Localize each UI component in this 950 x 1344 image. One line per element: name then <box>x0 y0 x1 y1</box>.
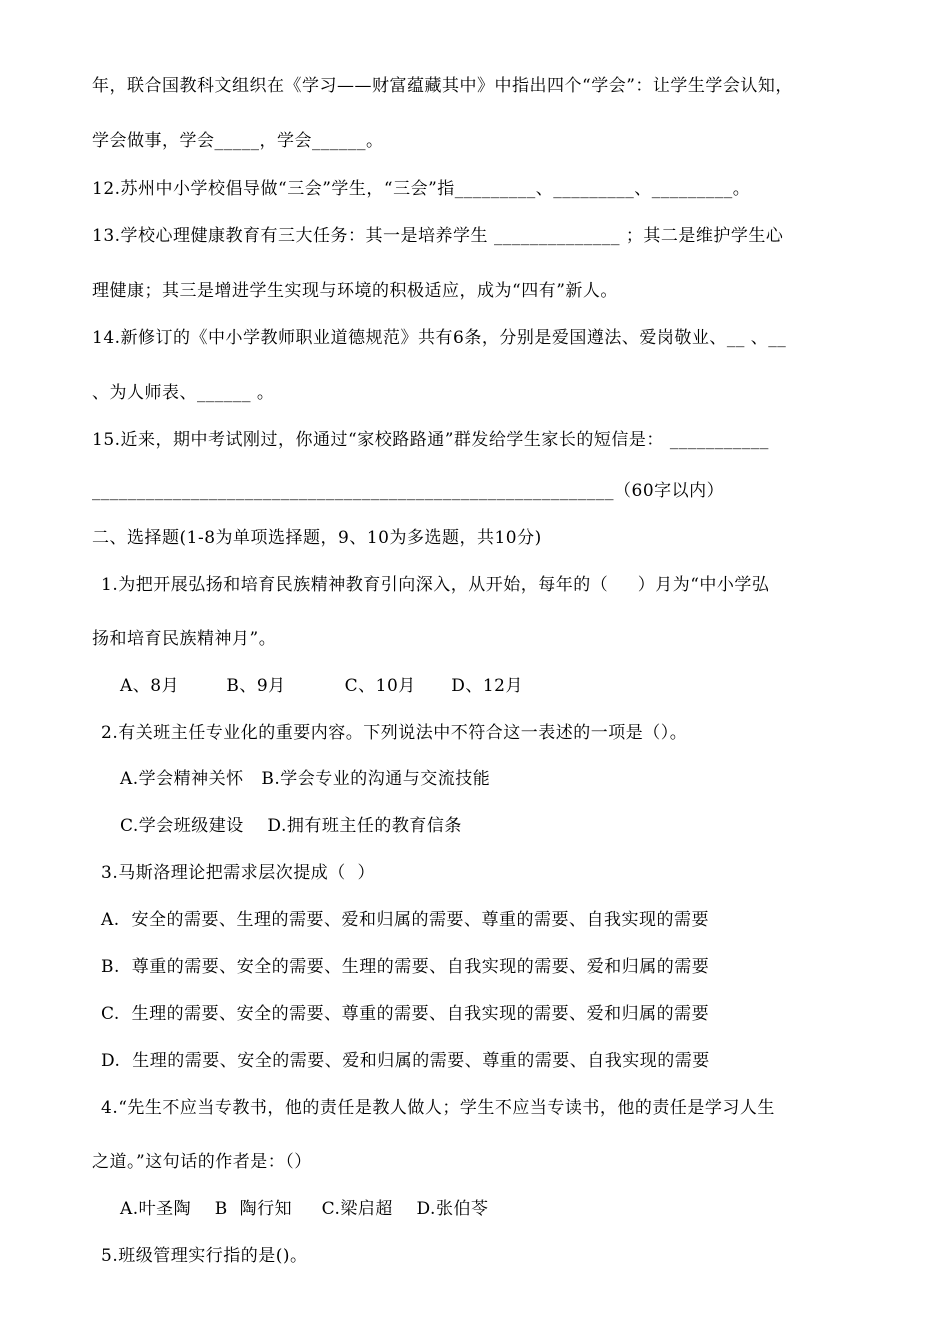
q15-text-line2: __________________________________________________________（60字以内） <box>92 481 725 501</box>
q15-text-line1: 15.近来，期中考试刚过，你通过“家校路路通”群发给学生家长的短信是： ___________ <box>92 430 769 450</box>
q12-text: 12.苏州中小学校倡导做“三会”学生，“三会”指_________、_________、_________。 <box>92 179 751 199</box>
mc3-option-c: C. 生理的需要、安全的需要、尊重的需要、自我实现的需要、爱和归属的需要 <box>101 1004 710 1024</box>
mc1-options: A、8月 B、9月 C、10月 D、12月 <box>120 676 523 696</box>
mc2-question: 2.有关班主任专业化的重要内容。下列说法中不符合这一表述的一项是（）。 <box>101 723 688 743</box>
q11-text-line2: 学会做事，学会_____，学会______。 <box>92 131 384 151</box>
mc3-option-a: A. 安全的需要、生理的需要、爱和归属的需要、尊重的需要、自我实现的需要 <box>101 910 709 930</box>
q14-text-line2: 、为人师表、______ 。 <box>92 383 275 403</box>
mc2-options-cd: C.学会班级建设 D.拥有班主任的教育信条 <box>120 816 462 836</box>
q11-text-line1: 年，联合国教科文组织在《学习——财富蕴藏其中》中指出四个“学会”：让学生学会认知， <box>92 76 793 96</box>
mc4-question-line2: 之道。”这句话的作者是：（） <box>92 1152 312 1172</box>
mc1-question-line2: 扬和培育民族精神月”。 <box>92 629 277 649</box>
mc4-options: A.叶圣陶 B 陶行知 C.梁启超 D.张伯苓 <box>120 1199 489 1219</box>
mc4-question-line1: 4.“先生不应当专教书，他的责任是教人做人；学生不应当专读书，他的责任是学习人生 <box>101 1098 775 1118</box>
mc3-option-b: B. 尊重的需要、安全的需要、生理的需要、自我实现的需要、爱和归属的需要 <box>101 957 710 977</box>
q13-text-line1: 13.学校心理健康教育有三大任务：其一是培养学生 ______________ ；其二是维护学生心 <box>92 226 784 246</box>
q14-text-line1: 14.新修订的《中小学教师职业道德规范》共有6条，分别是爱国遵法、爱岗敬业、__ 、__ <box>92 328 787 348</box>
q13-text-line2: 理健康；其三是增进学生实现与环境的积极适应，成为“四有”新人。 <box>92 281 618 301</box>
mc5-question: 5.班级管理实行指的是()。 <box>101 1246 308 1266</box>
mc2-options-ab: A.学会精神关怀 B.学会专业的沟通与交流技能 <box>120 769 491 789</box>
mc1-question-line1: 1.为把开展弘扬和培育民族精神教育引向深入，从开始，每年的（ ）月为“中小学弘 <box>101 575 770 595</box>
mc3-option-d: D. 生理的需要、安全的需要、爱和归属的需要、尊重的需要、自我实现的需要 <box>101 1051 710 1071</box>
section-heading: 二、选择题(1-8为单项选择题，9、10为多选题，共10分) <box>92 528 542 548</box>
mc3-question: 3.马斯洛理论把需求层次提成（ ） <box>101 863 376 883</box>
